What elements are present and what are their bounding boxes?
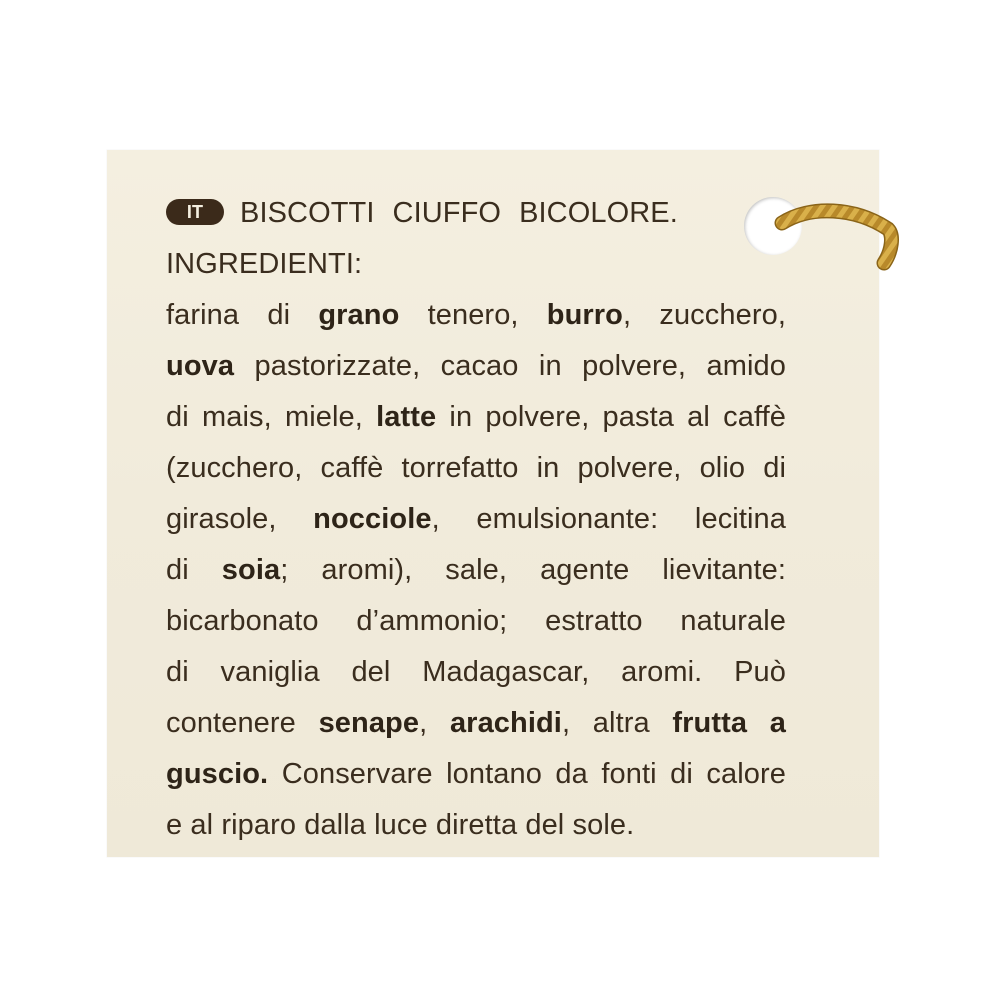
- ingredient-text-run: ; aromi), sale, agente lievitante:: [280, 554, 786, 586]
- ingredient-line: [166, 596, 786, 647]
- allergen-word: soia: [221, 554, 281, 586]
- title-word: BICOLORE.: [519, 197, 678, 229]
- ingredient-text-run: e al riparo dalla luce diretta del sole.: [166, 809, 635, 841]
- allergen-word: nocciole: [313, 503, 432, 535]
- ingredient-line: [166, 800, 786, 851]
- ingredient-text-run: , emulsionante: lecitina: [431, 503, 787, 535]
- allergen-word: uova: [166, 350, 235, 382]
- ingredient-text-run: contenere: [166, 707, 319, 739]
- ingredient-text: [166, 188, 786, 851]
- ingredient-text-run: di vaniglia del Madagascar, aromi. Può: [166, 656, 786, 688]
- ingredient-lines: [166, 290, 786, 851]
- ingredient-line: [166, 290, 786, 341]
- ingredient-line: [166, 647, 786, 698]
- ingredient-text-run: farina di: [166, 299, 319, 331]
- ingredient-line: [166, 494, 786, 545]
- title-word: BISCOTTI: [240, 197, 375, 229]
- allergen-word: grano: [318, 299, 400, 331]
- title-word: CIUFFO: [392, 197, 502, 229]
- ingredient-text-run: , zucchero,: [623, 299, 786, 331]
- allergen-word: arachidi: [449, 707, 562, 739]
- ingredient-text-run: di: [166, 554, 222, 586]
- ingredient-text-run: in polvere, pasta al caffè: [436, 401, 786, 433]
- ingredient-text-run: (zucchero, caffè torrefatto in polvere, olio di: [166, 452, 786, 484]
- ingredient-text-run: girasole,: [166, 503, 314, 535]
- ingredient-line: [166, 392, 786, 443]
- ingredient-line: [166, 698, 786, 749]
- allergen-word: senape: [318, 707, 420, 739]
- ingredient-line: [166, 545, 786, 596]
- allergen-word: guscio.: [166, 758, 269, 790]
- allergen-word: burro: [546, 299, 623, 331]
- ingredient-line: [166, 443, 786, 494]
- ingredient-text-run: pastorizzate, cacao in polvere, amido: [234, 350, 786, 382]
- ingredient-text-run: tenero,: [399, 299, 547, 331]
- ingredient-text-run: di mais, miele,: [166, 401, 377, 433]
- ingredient-text-run: ,: [419, 707, 450, 739]
- allergen-word: frutta a: [672, 707, 786, 739]
- ingredient-text-run: Conservare lontano da fonti di calore: [268, 758, 786, 790]
- ingredient-line: [166, 749, 786, 800]
- title-line: [166, 188, 786, 239]
- ingredients-heading: INGREDIENTI:: [166, 248, 363, 280]
- ingredient-text-run: , altra: [561, 707, 673, 739]
- ingredient-line: [166, 341, 786, 392]
- allergen-word: latte: [376, 401, 437, 433]
- ingredient-text-run: bicarbonato d’ammonio; estratto naturale: [166, 605, 786, 637]
- language-badge: IT: [166, 199, 224, 225]
